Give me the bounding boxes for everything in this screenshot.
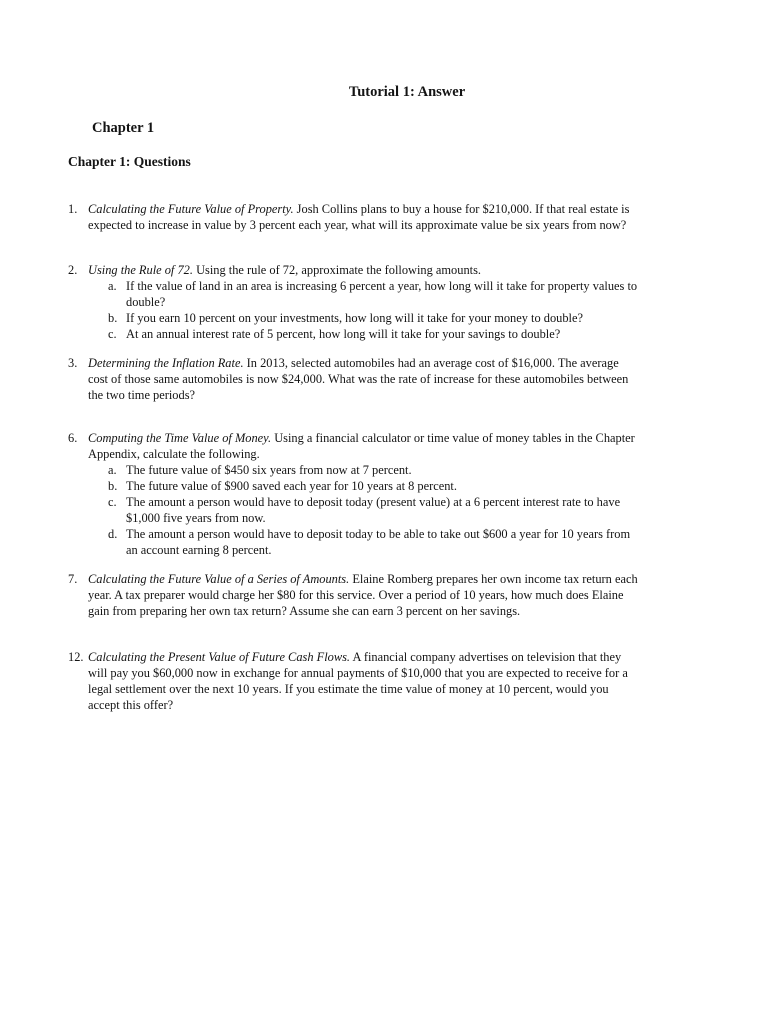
sub-question-text: The amount a person would have to deposit today (present value) at a 6 percent interest rate to have $1,000 five years from now. — [126, 495, 621, 525]
sub-question-letter: d. — [108, 527, 118, 541]
question-number: 1. — [68, 202, 78, 216]
question-number: 12. — [68, 650, 84, 664]
sub-question-letter: c. — [108, 327, 117, 341]
sub-question-c — [88, 326, 640, 342]
sub-question-b — [88, 478, 640, 494]
sub-question-text: The future value of $450 six years from now at 7 percent. — [126, 463, 412, 477]
sub-question-list — [88, 278, 640, 342]
question-number: 3. — [68, 356, 78, 370]
section-heading: Chapter 1: Questions — [68, 154, 191, 169]
question-12 — [68, 649, 640, 713]
sub-question-c — [88, 494, 640, 526]
document-title: Tutorial 1: Answer — [348, 84, 466, 100]
question-title: Determining the Inflation Rate. — [88, 356, 244, 370]
question-body — [88, 201, 640, 233]
question-2 — [68, 262, 640, 342]
question-title: Computing the Time Value of Money. — [88, 431, 272, 445]
question-text: Using a financial calculator or time value of money tables in the Chapter Appendix, calculate the following. — [88, 431, 635, 461]
sub-question-b — [88, 310, 640, 326]
sub-question-list — [88, 462, 640, 558]
question-7 — [68, 571, 640, 619]
question-title: Calculating the Present Value of Future Cash Flows. — [88, 650, 351, 664]
question-body — [88, 355, 640, 403]
sub-question-letter: c. — [108, 495, 117, 509]
question-body — [88, 430, 640, 558]
sub-question-a — [88, 278, 640, 310]
sub-question-text: If you earn 10 percent on your investments, how long will it take for your money to double? — [126, 311, 583, 325]
question-body — [88, 649, 640, 713]
question-title: Calculating the Future Value of Property. — [88, 202, 294, 216]
sub-question-a — [88, 462, 640, 478]
question-text: Using the rule of 72, approximate the following amounts. — [196, 263, 482, 277]
question-1 — [68, 201, 640, 233]
sub-question-letter: a. — [108, 279, 117, 293]
question-body — [88, 571, 640, 619]
sub-question-text: The amount a person would have to deposit today to be able to take out $600 a year for 10 years from an account earning 8 percent. — [126, 527, 631, 557]
sub-question-letter: b. — [108, 479, 118, 493]
question-3 — [68, 355, 640, 403]
chapter-heading: Chapter 1 — [92, 120, 155, 136]
question-number: 6. — [68, 431, 78, 445]
question-text: In 2013, selected automobiles had an average cost of $16,000. The average cost of those same automobiles is now $24,000. What was the rate of increase for these automobiles between the two time periods? — [88, 356, 629, 402]
sub-question-text: If the value of land in an area is increasing 6 percent a year, how long will it take for property values to double? — [126, 279, 638, 309]
question-6 — [68, 430, 640, 558]
question-text: Elaine Romberg prepares her own income tax return each year. A tax preparer would charge her $80 for this service. Over a period of 10 years, how much does Elaine gain from preparing her own tax return? Assume she can earn 3 percent on her savings. — [88, 572, 638, 618]
question-body — [88, 262, 640, 342]
sub-question-text: At an annual interest rate of 5 percent, how long will it take for your savings to double? — [126, 327, 561, 341]
question-title: Calculating the Future Value of a Series of Amounts. — [88, 572, 350, 586]
sub-question-text: The future value of $900 saved each year for 10 years at 8 percent. — [126, 479, 457, 493]
sub-question-letter: a. — [108, 463, 117, 477]
question-text: A financial company advertises on television that they will pay you $60,000 now in exchange for annual payments of $10,000 that you are expected to receive for a legal settlement over the next 10 years. If you estimate the time value of money at 10 percent, would you accept this offer? — [88, 650, 628, 712]
sub-question-d — [88, 526, 640, 558]
question-text: Josh Collins plans to buy a house for $210,000. If that real estate is expected to increase in value by 3 percent each year, what will its approximate value be six years from now? — [88, 202, 630, 232]
question-title: Using the Rule of 72. — [88, 263, 193, 277]
sub-question-letter: b. — [108, 311, 118, 325]
question-number: 2. — [68, 263, 78, 277]
question-number: 7. — [68, 572, 78, 586]
